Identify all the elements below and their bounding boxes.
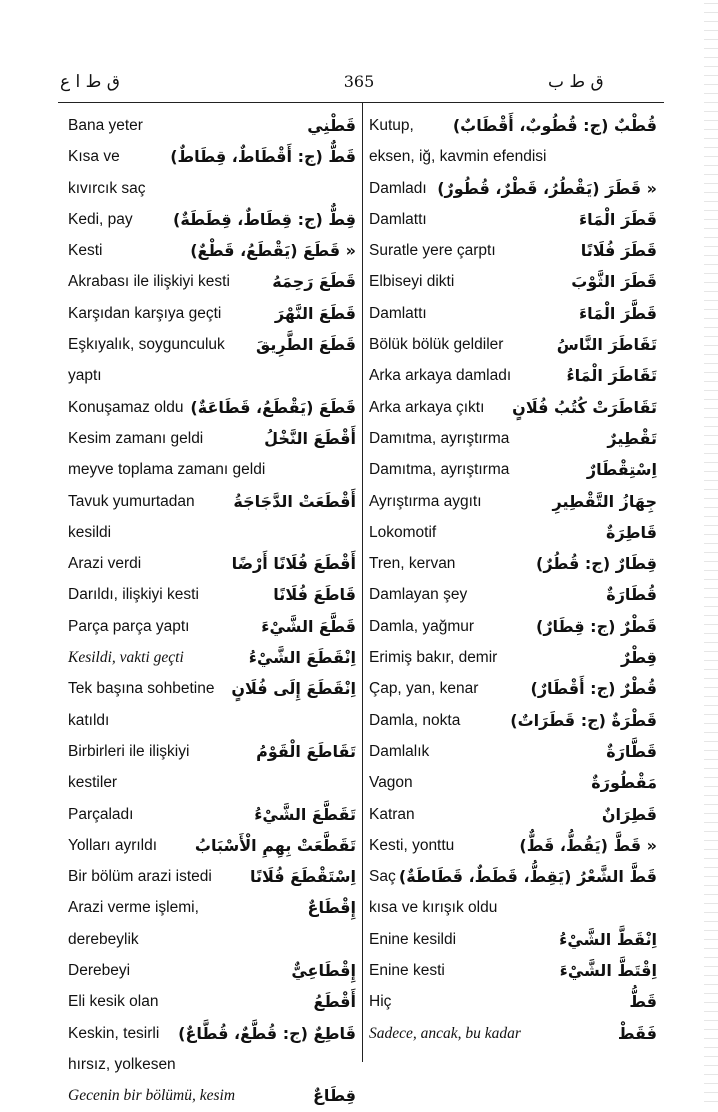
turkish-meaning: Bana yeter — [68, 117, 143, 134]
turkish-meaning: Keskin, tesirli — [68, 1024, 160, 1042]
dictionary-entry — [68, 892, 356, 923]
dictionary-entry — [68, 266, 356, 297]
dictionary-entry — [68, 548, 356, 579]
dictionary-entry — [369, 986, 657, 1017]
dictionary-entry — [68, 392, 356, 423]
turkish-meaning: Damıtma, ayrıştırma — [369, 461, 510, 479]
turkish-meaning: Damlalık — [369, 742, 430, 760]
dictionary-entry — [369, 298, 657, 329]
turkish-meaning: Tek başına sohbetine — [68, 680, 215, 698]
arabic-headword: قَطَعَ النَّهْرَ — [274, 303, 356, 323]
turkish-meaning: Darıldı, ilişkiyi kesti — [68, 586, 199, 604]
turkish-meaning: Yolları ayrıldı — [68, 836, 158, 854]
turkish-meaning: kısa ve kırışık oldu — [369, 899, 498, 917]
dictionary-entry — [369, 642, 657, 673]
turkish-meaning: Katran — [369, 805, 415, 823]
header-right-letters: ق ط ب — [548, 72, 604, 92]
arabic-headword: قَطَّرَ الْمَاءَ — [579, 303, 657, 323]
turkish-meaning: derebeylik — [68, 930, 139, 948]
dictionary-entry — [369, 579, 657, 610]
right-column — [369, 110, 657, 1049]
arabic-headword: أَقْطَعَ فُلَانًا أَرْضًا — [231, 554, 356, 574]
dictionary-entry — [68, 705, 356, 736]
arabic-headword: « قَطَعَ (يَقْطَعُ، قَطْعٌ) — [190, 241, 356, 261]
arabic-headword: تَقْطِيرٌ — [607, 428, 657, 448]
dictionary-entry — [369, 799, 657, 830]
arabic-headword: قَاطَعَ فُلَانًا — [273, 585, 356, 605]
turkish-meaning: Lokomotif — [369, 523, 437, 541]
arabic-headword: قِطْرٌ — [620, 648, 657, 668]
arabic-headword: قِطَاعٌ — [313, 1086, 356, 1106]
arabic-headword: قَطَرَ الْمَاءَ — [579, 209, 657, 229]
turkish-meaning: Elbiseyi dikti — [369, 273, 455, 291]
turkish-meaning: meyve toplama zamanı geldi — [68, 461, 266, 479]
turkish-meaning: Eşkıyalık, soygunculuk — [68, 336, 225, 354]
dictionary-entry — [369, 830, 657, 861]
dictionary-entry — [68, 736, 356, 767]
dictionary-entry — [369, 454, 657, 485]
arabic-headword: قَطٌّ (ج: أَقْطَاطٌ، قِطَاطٌ) — [170, 147, 356, 167]
arabic-headword: فَقَطْ — [617, 1023, 657, 1043]
arabic-headword: قُطْرٌ (ج: أَقْطَارٌ) — [530, 679, 657, 699]
turkish-meaning: Bir bölüm arazi istedi — [68, 868, 212, 886]
turkish-meaning: Arazi verdi — [68, 555, 142, 573]
dictionary-entry — [68, 642, 356, 673]
dictionary-entry — [369, 266, 657, 297]
dictionary-entry — [68, 454, 356, 485]
dictionary-entry — [68, 1080, 356, 1111]
dictionary-entry — [369, 1018, 657, 1049]
dictionary-entry — [68, 861, 356, 892]
turkish-meaning: Hiç — [369, 993, 392, 1011]
page-edge-shadow — [704, 0, 718, 1104]
turkish-meaning: Gecenin bir bölümü, kesim — [68, 1087, 236, 1105]
dictionary-entry — [68, 173, 356, 204]
dictionary-entry — [369, 892, 657, 923]
turkish-meaning: Damladı — [369, 179, 427, 197]
turkish-meaning: Birbirleri ile ilişkiyi — [68, 742, 190, 760]
dictionary-entry — [369, 611, 657, 642]
arabic-headword: اِنْقَطَعَ إِلَى فُلَانٍ — [231, 679, 356, 699]
dictionary-entry — [68, 329, 356, 360]
arabic-headword: قِطٌّ (ج: قِطَاطٌ، قِطَطَةٌ) — [173, 209, 356, 229]
dictionary-entry — [369, 329, 657, 360]
arabic-headword: تَقَطَّعَ الشَّيْءُ — [254, 804, 356, 824]
turkish-meaning: yaptı — [68, 367, 102, 385]
turkish-meaning: katıldı — [68, 711, 110, 729]
turkish-meaning: hırsız, yolkesen — [68, 1055, 176, 1073]
dictionary-entry — [369, 204, 657, 235]
dictionary-entry — [369, 486, 657, 517]
page-number: 365 — [343, 72, 375, 91]
turkish-meaning: Tavuk yumurtadan — [68, 492, 195, 510]
dictionary-entry — [369, 548, 657, 579]
dictionary-entry — [369, 235, 657, 266]
dictionary-entry — [68, 298, 356, 329]
dictionary-entry — [369, 173, 657, 204]
dictionary-entry — [68, 673, 356, 704]
arabic-headword: قَطُّ — [629, 992, 657, 1012]
turkish-meaning: Kısa ve — [68, 148, 120, 166]
turkish-meaning: Eli kesik olan — [68, 993, 159, 1011]
dictionary-entry — [68, 767, 356, 798]
turkish-meaning: Damlayan şey — [369, 586, 468, 604]
turkish-meaning: Vagon — [369, 774, 413, 792]
dictionary-entry — [68, 799, 356, 830]
arabic-headword: قَطْنِي — [307, 116, 356, 135]
left-column — [68, 110, 356, 1112]
dictionary-entry — [68, 517, 356, 548]
arabic-headword: قَطَّعَ الشَّيْءَ — [261, 616, 356, 636]
arabic-headword: قَطْرَةٌ (ج: قَطَرَاتٌ) — [510, 710, 657, 730]
arabic-headword: قُطْبٌ (ج: قُطُوبٌ، أَقْطَابٌ) — [452, 116, 657, 135]
arabic-headword: اِسْتَقْطَعَ فُلَانًا — [250, 867, 356, 887]
dictionary-entry — [68, 141, 356, 172]
arabic-headword: قَطَّارَةٌ — [606, 741, 657, 761]
arabic-headword: تَقَاطَعَ الْقَوْمُ — [256, 741, 356, 761]
dictionary-entry — [68, 1018, 356, 1049]
turkish-meaning: Karşıdan karşıya geçti — [68, 304, 222, 322]
arabic-headword: قَطَعَ رَحِمَهُ — [272, 272, 356, 292]
dictionary-entry — [68, 204, 356, 235]
dictionary-entry — [369, 517, 657, 548]
dictionary-entry — [68, 579, 356, 610]
turkish-meaning: Kesti, yonttu — [369, 836, 455, 854]
turkish-meaning: kıvırcık saç — [68, 179, 146, 197]
turkish-meaning: Damlattı — [369, 304, 427, 322]
dictionary-entry — [369, 736, 657, 767]
turkish-meaning: Kesildi, vakti geçti — [68, 649, 184, 667]
dictionary-entry — [369, 141, 657, 172]
turkish-meaning: Kesim zamanı geldi — [68, 429, 204, 447]
dictionary-entry — [68, 110, 356, 141]
header-rule — [58, 102, 664, 103]
turkish-meaning: Erimiş bakır, demir — [369, 649, 498, 667]
arabic-headword: إِقْطَاعِيٌّ — [291, 961, 356, 981]
turkish-meaning: Damıtma, ayrıştırma — [369, 429, 510, 447]
turkish-meaning: Kedi, pay — [68, 210, 133, 228]
dictionary-entry — [68, 360, 356, 391]
arabic-headword: أَقْطَعَ النَّخْلُ — [264, 428, 356, 448]
turkish-meaning: Bölük bölük geldiler — [369, 336, 504, 354]
arabic-headword: قَطَعَ الطَّرِيقَ — [255, 335, 356, 355]
turkish-meaning: Damla, nokta — [369, 711, 461, 729]
turkish-meaning: Derebeyi — [68, 962, 131, 980]
dictionary-entry — [369, 924, 657, 955]
dictionary-entry — [369, 392, 657, 423]
arabic-headword: قِطَارٌ (ج: قُطُرٌ) — [536, 554, 657, 574]
arabic-headword: قَطِرَانٌ — [601, 804, 657, 824]
turkish-meaning: Arka arkaya damladı — [369, 367, 512, 385]
dictionary-entry — [369, 767, 657, 798]
dictionary-entry — [369, 861, 657, 892]
turkish-meaning: Konuşamaz oldu — [68, 398, 184, 416]
arabic-headword: تَقَاطَرَتْ كُتُبُ فُلَانٍ — [512, 397, 657, 417]
turkish-meaning: Sadece, ancak, bu kadar — [369, 1024, 521, 1042]
turkish-meaning: Kesti — [68, 242, 103, 260]
turkish-meaning: Arazi verme işlemi, — [68, 899, 199, 917]
turkish-meaning: Akrabası ile ilişkiyi kesti — [68, 273, 230, 291]
turkish-meaning: Ayrıştırma aygıtı — [369, 492, 482, 510]
arabic-headword: اِقْتَطَّ الشَّيْءَ — [559, 961, 657, 981]
dictionary-entry — [68, 955, 356, 986]
turkish-meaning: Kutup, — [369, 117, 414, 134]
turkish-meaning: Damla, yağmur — [369, 617, 475, 635]
turkish-meaning: Saç — [369, 868, 396, 886]
arabic-headword: اِنْقَطَعَ الشَّيْءُ — [248, 648, 356, 668]
arabic-headword: أَقْطَعَتْ الدَّجَاجَةُ — [233, 491, 356, 511]
arabic-headword: « قَطَّ (يَقُطُّ، قَطٌّ) — [519, 835, 657, 855]
dictionary-entry — [68, 423, 356, 454]
turkish-meaning: Parça parça yaptı — [68, 617, 190, 635]
turkish-meaning: Suratle yere çarptı — [369, 242, 496, 260]
column-divider — [362, 102, 363, 1062]
dictionary-entry — [369, 705, 657, 736]
turkish-meaning: Enine kesti — [369, 962, 445, 980]
dictionary-entry — [68, 611, 356, 642]
dictionary-entry — [369, 360, 657, 391]
arabic-headword: تَقَاطَرَ النَّاسُ — [556, 335, 657, 355]
arabic-headword: قَطَعَ (يَقْطَعُ، قَطَاعَةٌ) — [190, 397, 356, 417]
dictionary-entry — [68, 1049, 356, 1080]
arabic-headword: أَقْطَعُ — [313, 992, 356, 1012]
turkish-meaning: eksen, iğ, kavmin efendisi — [369, 148, 547, 166]
arabic-headword: تَقَطَّعَتْ بِهِمِ الْأَسْبَابُ — [194, 835, 356, 855]
arabic-headword: قَاطِرَةٌ — [606, 522, 657, 542]
turkish-meaning: Damlattı — [369, 210, 427, 228]
dictionary-entry — [68, 235, 356, 266]
dictionary-entry — [369, 955, 657, 986]
turkish-meaning: Enine kesildi — [369, 930, 457, 948]
arabic-headword: قَطْرٌ (ج: قِطَارٌ) — [536, 616, 657, 636]
arabic-headword: اِنْقَطَّ الشَّيْءُ — [559, 929, 657, 949]
arabic-headword: تَقَاطَرَ الْمَاءُ — [566, 366, 657, 386]
arabic-headword: اِسْتِقْطَارٌ — [586, 460, 657, 480]
dictionary-entry — [68, 486, 356, 517]
arabic-headword: جِهَازُ التَّقْطِيرِ — [552, 491, 657, 511]
arabic-headword: قَطَّ الشَّعْرُ (يَقِطُّ، قَطَطٌ، قَطَاطَةٌ) — [398, 867, 657, 887]
dictionary-entry — [68, 924, 356, 955]
dictionary-entry — [68, 830, 356, 861]
dictionary-entry — [68, 986, 356, 1017]
arabic-headword: إِقْطَاعٌ — [307, 898, 356, 918]
arabic-headword: مَقْطُورَةٌ — [591, 773, 657, 793]
turkish-meaning: kestiler — [68, 774, 118, 792]
turkish-meaning: Tren, kervan — [369, 555, 456, 573]
dictionary-entry — [369, 110, 657, 141]
turkish-meaning: Arka arkaya çıktı — [369, 398, 485, 416]
turkish-meaning: Parçaladı — [68, 805, 134, 823]
arabic-headword: قَطَرَ الثَّوْبَ — [571, 272, 657, 292]
dictionary-entry — [369, 423, 657, 454]
turkish-meaning: kesildi — [68, 523, 112, 541]
arabic-headword: قُطَارَةٌ — [606, 585, 657, 605]
arabic-headword: « قَطَرَ (يَقْطُرُ، قَطْرٌ، قُطُورٌ) — [437, 178, 657, 198]
dictionary-entry — [369, 673, 657, 704]
turkish-meaning: Çap, yan, kenar — [369, 680, 479, 698]
arabic-headword: قَاطِعٌ (ج: قُطَّعٌ، قُطَّاعٌ) — [178, 1023, 356, 1043]
arabic-headword: قَطَرَ فُلَانًا — [580, 241, 657, 261]
header-left-letters: ق ط ا ع — [60, 72, 120, 92]
